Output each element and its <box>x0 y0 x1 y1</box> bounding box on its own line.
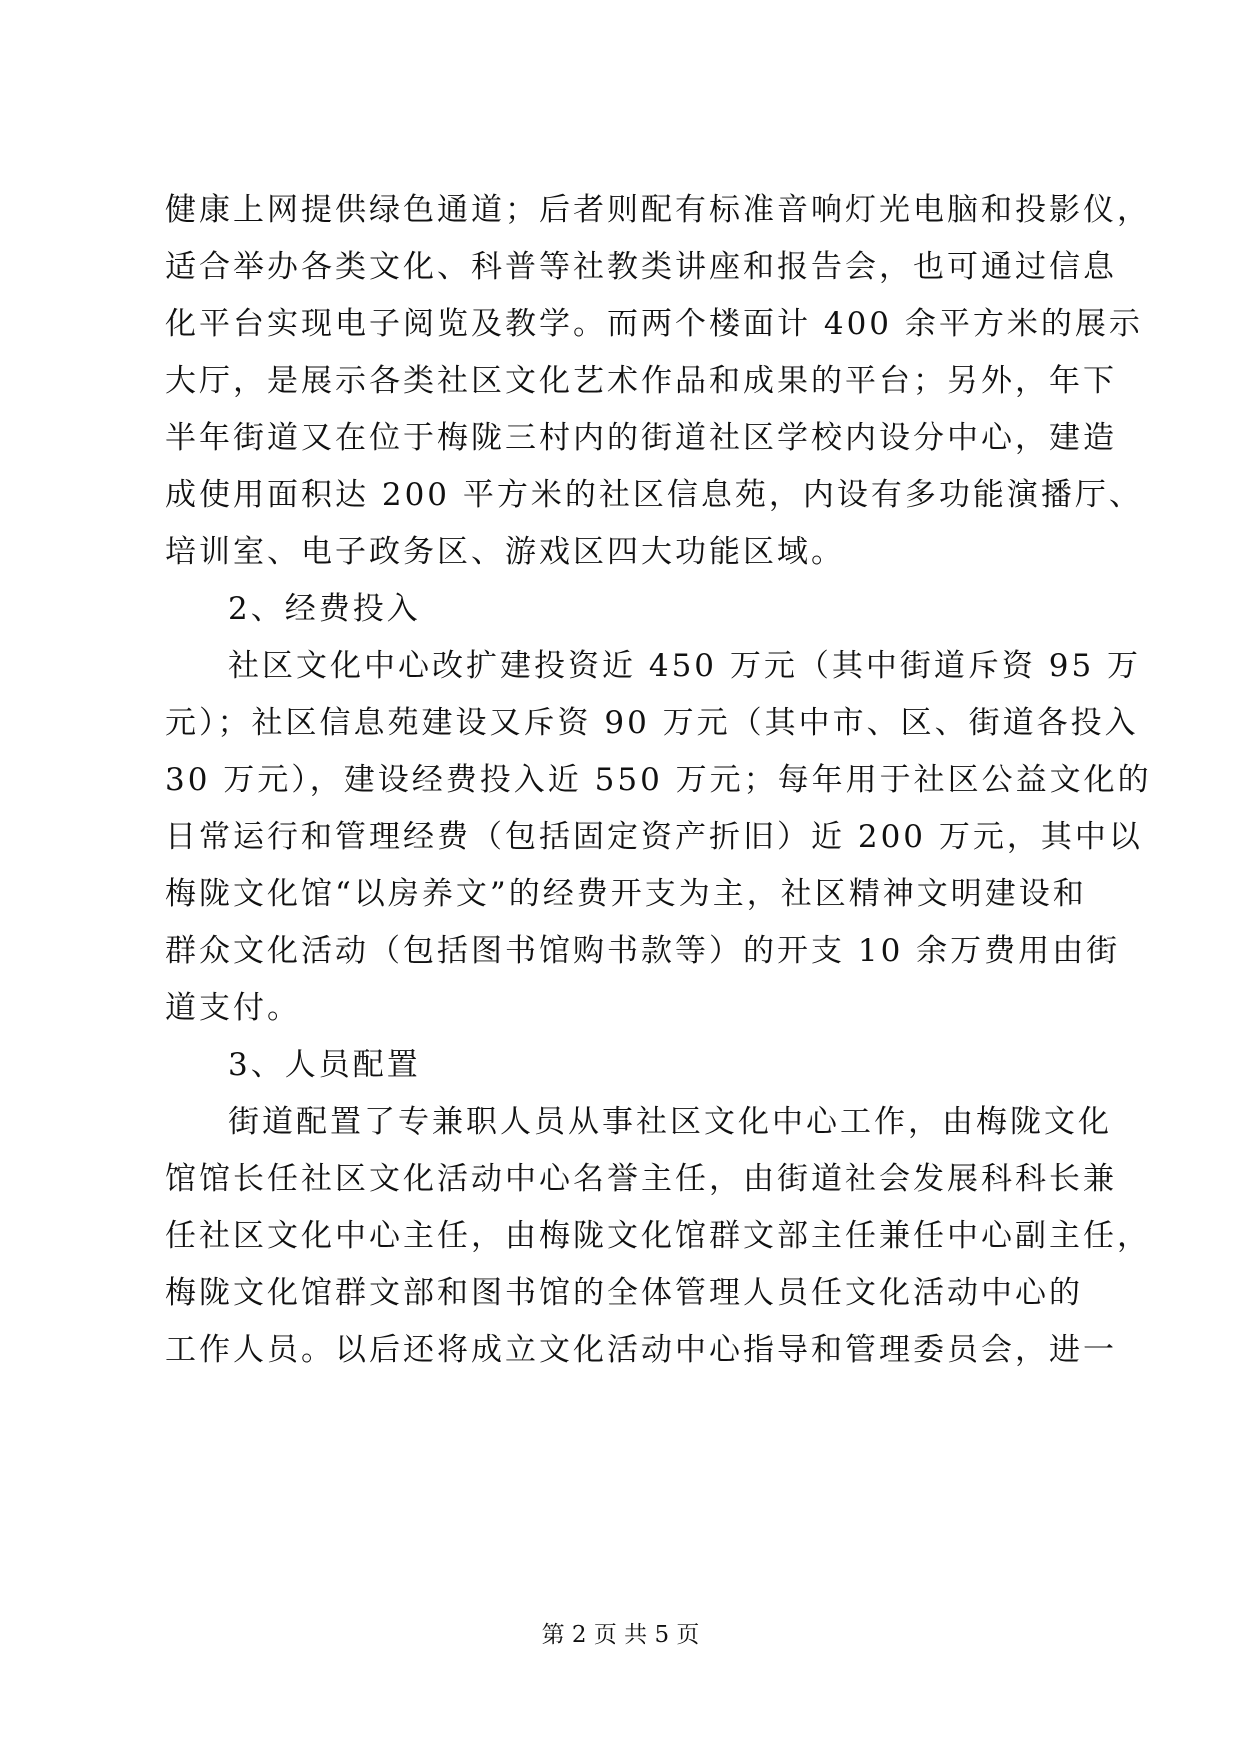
text-line: 工作人员。以后还将成立文化活动中心指导和管理委员会，进一 <box>165 1332 1117 1368</box>
text-line: 道支付。 <box>165 990 301 1026</box>
text-line: 任社区文化中心主任，由梅陇文化馆群文部主任兼任中心副主任， <box>165 1218 1151 1254</box>
text-line: 日常运行和管理经费（包括固定资产折旧）近 200 万元，其中以 <box>165 819 1143 855</box>
page-number: 第 2 页 共 5 页 <box>541 1622 700 1648</box>
text-line: 成使用面积达 200 平方米的社区信息苑，内设有多功能演播厅、 <box>165 477 1143 513</box>
text-line: 群众文化活动（包括图书馆购书款等）的开支 10 余万费用由街 <box>165 933 1121 969</box>
text-line: 社区文化中心改扩建投资近 450 万元（其中街道斥资 95 万 <box>228 648 1142 684</box>
section-heading-funding: 2、经费投入 <box>228 591 421 627</box>
text-line: 半年街道又在位于梅陇三村内的街道社区学校内设分中心，建造 <box>165 420 1117 456</box>
text-line: 适合举办各类文化、科普等社教类讲座和报告会，也可通过信息 <box>165 249 1117 285</box>
section-heading-staffing: 3、人员配置 <box>228 1047 421 1083</box>
text-line: 梅陇文化馆群文部和图书馆的全体管理人员任文化活动中心的 <box>165 1275 1083 1311</box>
text-line: 梅陇文化馆“以房养文”的经费开支为主，社区精神文明建设和 <box>165 876 1087 912</box>
page-footer <box>0 1620 1241 1650</box>
text-line: 30 万元），建设经费投入近 550 万元；每年用于社区公益文化的 <box>165 762 1152 798</box>
text-line: 大厅，是展示各类社区文化艺术作品和成果的平台；另外，年下 <box>165 363 1117 399</box>
text-line: 培训室、电子政务区、游戏区四大功能区域。 <box>165 534 845 570</box>
text-line: 元）；社区信息苑建设又斥资 90 万元（其中市、区、街道各投入 <box>165 705 1139 741</box>
text-line: 馆馆长任社区文化活动中心名誉主任，由街道社会发展科科长兼 <box>165 1161 1117 1197</box>
text-line: 化平台实现电子阅览及教学。而两个楼面计 400 余平方米的展示 <box>165 306 1143 342</box>
text-line: 健康上网提供绿色通道；后者则配有标准音响灯光电脑和投影仪， <box>165 192 1151 228</box>
text-line: 街道配置了专兼职人员从事社区文化中心工作，由梅陇文化 <box>228 1104 1112 1140</box>
